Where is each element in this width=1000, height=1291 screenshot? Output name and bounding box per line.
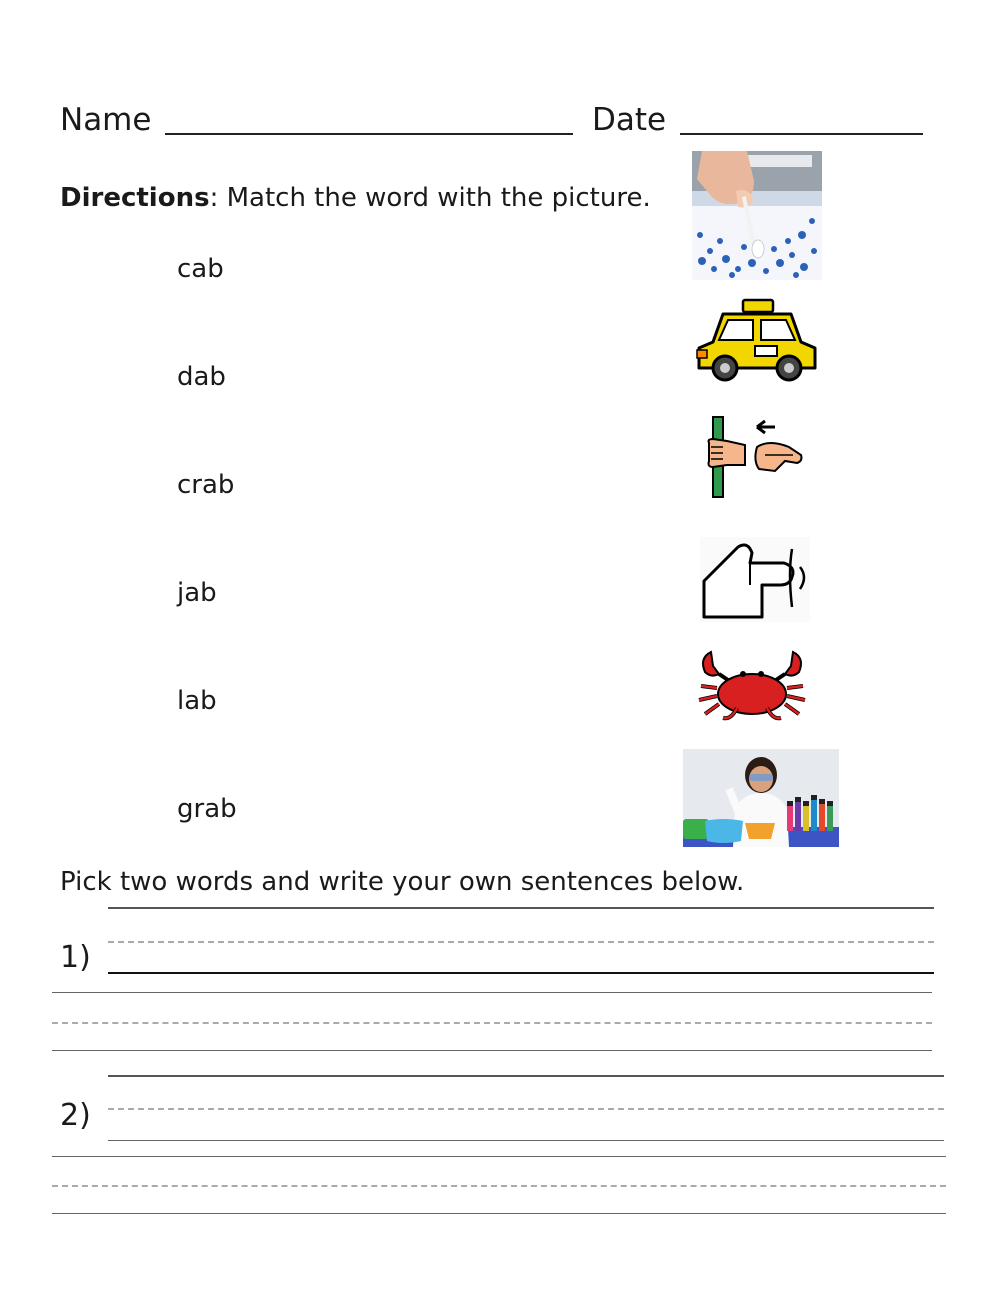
writing-line bbox=[52, 1213, 946, 1214]
directions-label: Directions bbox=[60, 183, 210, 213]
writing-line-dashed bbox=[108, 941, 934, 943]
name-field[interactable] bbox=[165, 133, 573, 135]
word-crab: crab bbox=[177, 470, 235, 500]
writing-line bbox=[52, 992, 932, 993]
red-crab-icon bbox=[697, 648, 807, 723]
word-cab: cab bbox=[177, 254, 224, 284]
cotton-swab-dabbing-paint-photo bbox=[692, 151, 822, 280]
word-dab: dab bbox=[177, 362, 226, 392]
writing-line-dashed bbox=[52, 1022, 932, 1024]
writing-line-dashed bbox=[108, 1108, 944, 1110]
sentence-number-1: 1) bbox=[60, 940, 91, 975]
yellow-taxi-cab-icon bbox=[695, 298, 820, 382]
directions bbox=[60, 180, 651, 216]
name-label: Name bbox=[60, 102, 152, 138]
finger-jab-icon bbox=[700, 537, 810, 622]
directions-text: : Match the word with the picture. bbox=[209, 183, 651, 213]
writing-line-dashed bbox=[52, 1185, 946, 1187]
date-field[interactable] bbox=[680, 133, 923, 135]
hand-grabbing-pole-icon bbox=[705, 405, 805, 500]
writing-instruction: Pick two words and write your own sentences below. bbox=[60, 867, 745, 897]
sentence-1-baseline[interactable] bbox=[108, 972, 934, 974]
word-lab: lab bbox=[177, 686, 217, 716]
date-label: Date bbox=[592, 102, 667, 138]
word-jab: jab bbox=[177, 578, 217, 608]
writing-line bbox=[108, 1075, 944, 1077]
sentence-2-baseline[interactable] bbox=[108, 1140, 944, 1141]
writing-line bbox=[52, 1050, 932, 1051]
writing-line bbox=[52, 1156, 946, 1157]
sentence-number-2: 2) bbox=[60, 1098, 91, 1133]
word-grab: grab bbox=[177, 794, 237, 824]
girl-in-science-lab-photo bbox=[683, 749, 839, 847]
writing-line bbox=[108, 907, 934, 909]
